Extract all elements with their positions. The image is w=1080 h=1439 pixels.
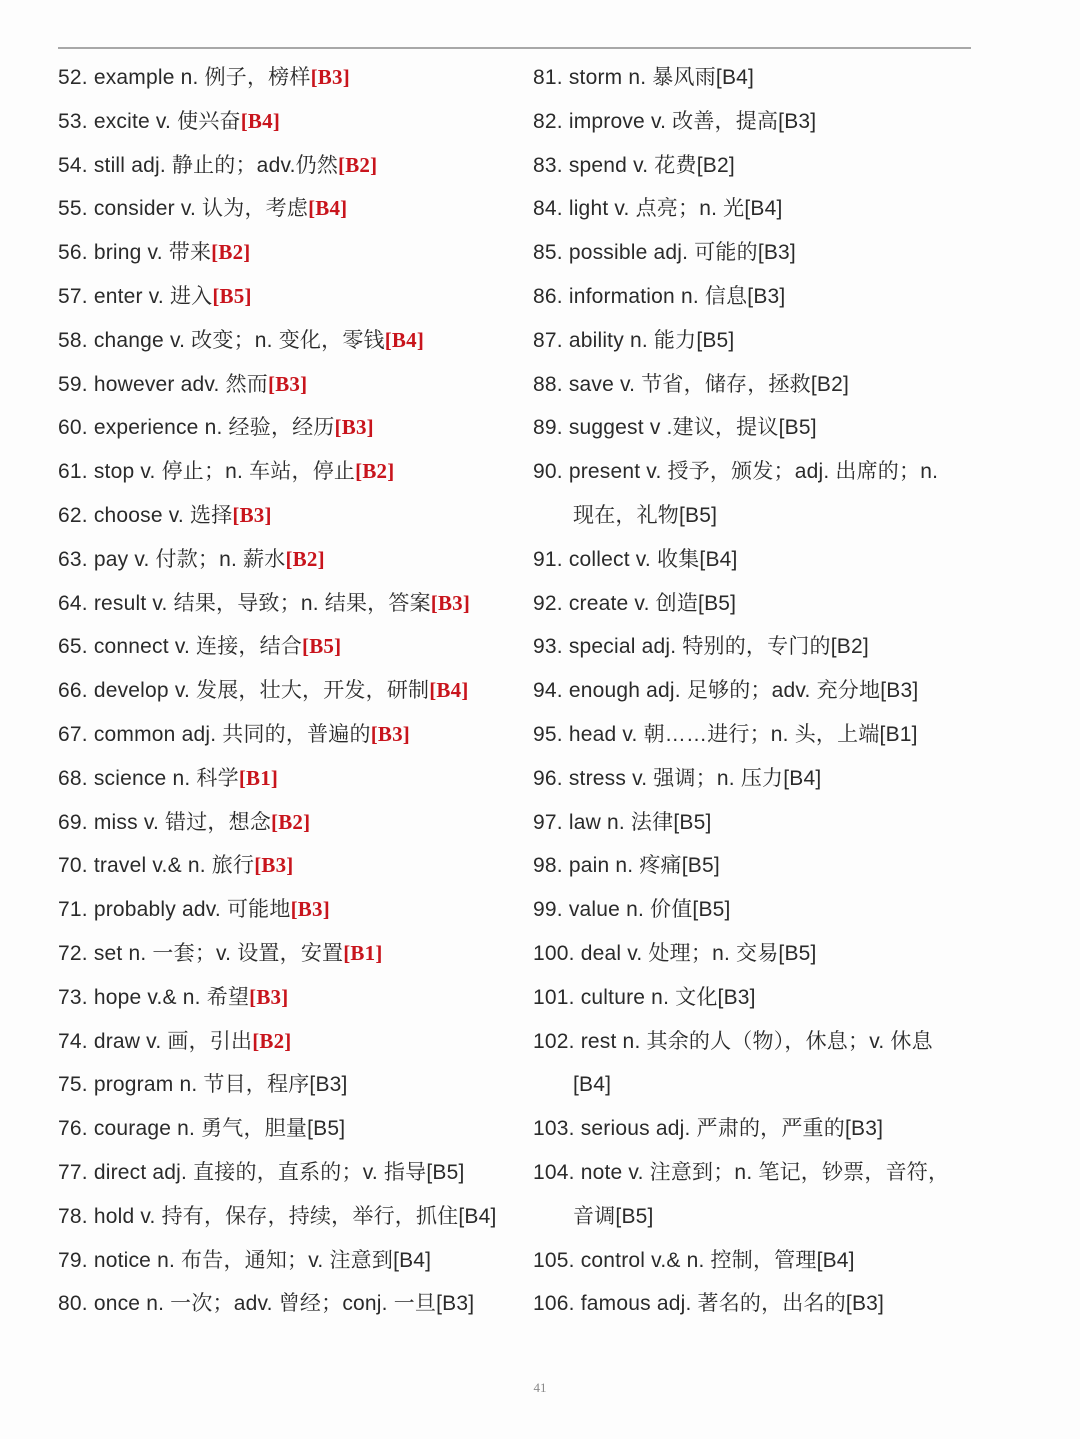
vocab-entry <box>533 932 983 976</box>
entry-text: miss v. 错过，想念 <box>93 810 272 834</box>
level-tag: [B1] <box>343 940 383 965</box>
level-tag: [B3] <box>747 284 786 308</box>
vocab-entry <box>533 1020 983 1064</box>
vocab-entry <box>533 1239 983 1283</box>
level-tag: [B3] <box>334 415 374 440</box>
entry-text: light v. 点亮；n. 光 <box>568 197 745 221</box>
entry-text: travel v.& n. 旅行 <box>93 854 255 878</box>
level-tag: [B3] <box>757 241 796 265</box>
vocab-entry <box>533 363 983 407</box>
level-tag: [B1] <box>238 765 279 790</box>
entry-number: 70. <box>58 854 94 878</box>
entry-number: 60. <box>58 416 94 440</box>
level-tag: [B5] <box>673 810 712 834</box>
vocab-entry <box>58 1239 518 1283</box>
vocab-entry <box>533 494 983 538</box>
entry-number: 67. <box>58 722 94 746</box>
vocab-entry <box>58 844 518 888</box>
entry-text: save v. 节省，储存，拯救 <box>568 372 811 396</box>
level-tag: [B4] <box>816 1248 855 1272</box>
vocab-entry <box>533 669 983 713</box>
entry-number: 82. <box>533 109 569 133</box>
entry-number: 78. <box>58 1204 94 1228</box>
level-tag: [B2] <box>355 459 395 484</box>
level-tag: [B2] <box>252 1028 292 1053</box>
level-tag: [B2] <box>211 240 251 265</box>
vocab-entry <box>58 582 518 626</box>
level-tag: [B5] <box>698 591 737 615</box>
entry-number: 87. <box>533 328 569 352</box>
entry-number: 100. <box>533 941 581 965</box>
level-tag: [B4] <box>458 1204 497 1228</box>
vocab-entry <box>533 1195 983 1239</box>
entry-text: stop v. 停止；n. 车站，停止 <box>93 460 356 484</box>
entry-number: 96. <box>533 766 569 790</box>
entry-text: enter v. 进入 <box>93 284 213 308</box>
entry-number: 94. <box>533 679 569 703</box>
level-tag: [B5] <box>615 1204 654 1228</box>
entry-text: program n. 节目，程序 <box>93 1073 310 1097</box>
vocab-entry <box>58 801 518 845</box>
level-tag: [B5] <box>212 283 252 308</box>
level-tag: [B5] <box>302 634 342 659</box>
entry-number: 69. <box>58 810 94 834</box>
vocab-entry <box>533 1063 983 1107</box>
vocab-entry <box>533 1107 983 1151</box>
entry-text: pain n. 疼痛 <box>568 854 682 878</box>
level-tag: [B3] <box>844 1117 884 1141</box>
level-tag: [B3] <box>249 984 289 1009</box>
entry-text: culture n. 文化 <box>580 985 718 1009</box>
entry-number: 76. <box>58 1117 94 1141</box>
level-tag: [B3] <box>309 1073 348 1097</box>
entry-text: change v. 改变；n. 变化，零钱 <box>93 328 385 352</box>
entry-text: 音调 <box>573 1204 616 1228</box>
entry-text: choose v. 选择 <box>93 503 233 527</box>
left-column <box>58 56 518 1326</box>
entry-number: 53. <box>58 109 94 133</box>
entry-number: 105. <box>533 1248 581 1272</box>
level-tag: [B5] <box>681 854 720 878</box>
entry-number: 55. <box>58 197 94 221</box>
entry-number: 81. <box>533 66 569 89</box>
level-tag: [B3] <box>268 371 308 396</box>
top-rule <box>58 47 971 49</box>
entry-number: 79. <box>58 1248 94 1272</box>
vocab-entry <box>58 231 518 275</box>
level-tag: [B5] <box>778 416 817 440</box>
entry-number: 73. <box>58 985 94 1009</box>
vocab-entry <box>533 757 983 801</box>
level-tag: [B2] <box>810 372 849 396</box>
level-tag: [B3] <box>254 853 294 878</box>
level-tag: [B4] <box>715 66 755 89</box>
vocab-entry <box>533 319 983 363</box>
entry-number: 65. <box>58 635 94 659</box>
entry-text: ability n. 能力 <box>568 328 697 352</box>
level-tag: [B3] <box>370 721 410 746</box>
vocab-entry <box>533 844 983 888</box>
vocab-entry <box>533 538 983 582</box>
entry-number: 98. <box>533 854 569 878</box>
vocab-entry <box>58 363 518 407</box>
entry-number: 97. <box>533 810 569 834</box>
level-tag: [B4] <box>240 108 281 133</box>
entry-number: 83. <box>533 153 569 177</box>
level-tag: [B3] <box>436 1292 475 1316</box>
level-tag: [B2] <box>271 809 311 834</box>
level-tag: [B4] <box>783 766 822 790</box>
vocab-entry <box>58 713 518 757</box>
entry-number: 57. <box>58 284 94 308</box>
entry-number: 68. <box>58 766 94 790</box>
vocab-entry <box>58 976 518 1020</box>
vocab-entry <box>58 1282 518 1326</box>
entry-number: 56. <box>58 241 94 265</box>
vocab-entry <box>533 100 983 144</box>
entry-text: still adj. 静止的；adv.仍然 <box>93 153 339 177</box>
vocab-entry <box>58 319 518 363</box>
entry-text: experience n. 经验，经历 <box>93 416 335 440</box>
entry-text: excite v. 使兴奋 <box>93 109 241 133</box>
level-tag: [B4] <box>699 547 738 571</box>
level-tag: [B3] <box>310 65 350 89</box>
level-tag: [B3] <box>880 679 919 703</box>
entry-text: value n. 价值 <box>568 898 693 922</box>
entry-text: bring v. 带来 <box>93 241 212 265</box>
entry-number: 63. <box>58 547 94 571</box>
entry-text: 现在，礼物 <box>573 503 679 527</box>
entry-text: serious adj. 严肃的，严重的 <box>580 1117 845 1141</box>
level-tag: [B3] <box>845 1292 885 1316</box>
entry-text: rest n. 其余的人（物），休息；v. 休息 <box>580 1029 933 1053</box>
entry-number: 95. <box>533 722 569 746</box>
entry-text: create v. 创造 <box>568 591 699 615</box>
vocab-entry <box>533 231 983 275</box>
entry-text: improve v. 改善，提高 <box>568 109 779 133</box>
level-tag: [B4] <box>384 327 425 352</box>
entry-text: law n. 法律 <box>568 810 674 834</box>
level-tag: [B3] <box>290 897 330 922</box>
entry-text: spend v. 花费 <box>568 153 697 177</box>
level-tag: [B5] <box>307 1117 346 1141</box>
level-tag: [B3] <box>778 109 817 133</box>
entry-text: storm n. 暴风雨 <box>568 66 716 89</box>
entry-number: 93. <box>533 635 569 659</box>
vocab-entry <box>533 713 983 757</box>
vocab-entry <box>58 494 518 538</box>
entry-number: 101. <box>533 985 581 1009</box>
vocab-entry <box>58 144 518 188</box>
vocab-entry <box>533 450 983 494</box>
level-tag: [B2] <box>830 635 869 659</box>
level-tag: [B2] <box>285 546 325 571</box>
vocab-entry <box>533 187 983 231</box>
entry-number: 86. <box>533 284 569 308</box>
entry-number: 103. <box>533 1117 581 1141</box>
level-tag: [B4] <box>429 678 469 703</box>
entry-number: 54. <box>58 153 94 177</box>
entry-text: common adj. 共同的，普遍的 <box>93 722 371 746</box>
entry-number: 106. <box>533 1292 581 1316</box>
entry-text: enough adj. 足够的；adv. 充分地 <box>568 679 881 703</box>
vocab-entry <box>58 1107 518 1151</box>
entry-text: suggest v .建议，提议 <box>568 416 779 440</box>
level-tag: [B4] <box>393 1248 432 1272</box>
entry-text: consider v. 认为，考虑 <box>93 197 309 221</box>
vocab-entry <box>58 538 518 582</box>
vocab-entry <box>58 1020 518 1064</box>
vocab-entry <box>533 275 983 319</box>
vocab-entry <box>58 932 518 976</box>
vocab-entry <box>58 187 518 231</box>
page-number: 41 <box>533 1380 547 1395</box>
vocab-entry <box>58 1195 518 1239</box>
entry-text: result v. 结果，导致；n. 结果，答案 <box>93 591 431 615</box>
level-tag: [B4] <box>308 196 348 221</box>
entry-text: present v. 授予，颁发；adj. 出席的；n. <box>568 460 939 484</box>
level-tag: [B4] <box>744 197 783 221</box>
vocab-entry <box>533 406 983 450</box>
entry-number: 74. <box>58 1029 94 1053</box>
vocab-entry <box>533 888 983 932</box>
level-tag: [B5] <box>778 941 817 965</box>
entry-text: science n. 科学 <box>93 766 239 790</box>
entry-text: courage n. 勇气，胆量 <box>93 1117 308 1141</box>
level-tag: [B2] <box>338 152 378 177</box>
right-column <box>533 56 983 1326</box>
entry-number: 71. <box>58 898 94 922</box>
entry-text: hold v. 持有，保存，持续，举行，抓住 <box>93 1204 459 1228</box>
entry-text: once n. 一次；adv. 曾经；conj. 一旦 <box>93 1292 437 1316</box>
entry-text: hope v.& n. 希望 <box>93 985 250 1009</box>
entry-number: 80. <box>58 1292 94 1316</box>
entry-number: 84. <box>533 197 569 221</box>
level-tag: [B3] <box>430 590 471 615</box>
entry-number: 61. <box>58 460 94 484</box>
level-tag: [B5] <box>679 503 718 527</box>
vocab-entry <box>58 757 518 801</box>
vocab-entry <box>58 56 518 100</box>
entry-number: 59. <box>58 372 94 396</box>
entry-text: probably adv. 可能地 <box>93 898 291 922</box>
entry-number: 90. <box>533 460 569 484</box>
entry-text: note v. 注意到；n. 笔记，钞票，音符， <box>580 1160 950 1184</box>
vocab-entry <box>533 582 983 626</box>
vocab-entry <box>533 976 983 1020</box>
entry-number: 77. <box>58 1160 94 1184</box>
vocab-entry <box>58 888 518 932</box>
level-tag: [B5] <box>692 898 731 922</box>
entry-number: 89. <box>533 416 569 440</box>
vocab-entry <box>533 56 983 100</box>
entry-number: 88. <box>533 372 569 396</box>
vocab-entry <box>58 406 518 450</box>
entry-text: information n. 信息 <box>568 284 748 308</box>
entry-text: control v.& n. 控制，管理 <box>580 1248 817 1272</box>
level-tag: [B5] <box>696 328 735 352</box>
entry-text: pay v. 付款；n. 薪水 <box>93 547 286 571</box>
vocab-entry <box>533 1282 983 1326</box>
entry-text: special adj. 特别的，专门的 <box>568 635 831 659</box>
entry-text: stress v. 强调；n. 压力 <box>568 766 784 790</box>
vocab-entry <box>533 144 983 188</box>
entry-text: example n. 例子，榜样 <box>93 66 311 89</box>
entry-text: develop v. 发展，壮大，开发，研制 <box>93 679 430 703</box>
vocab-entry <box>58 1151 518 1195</box>
entry-number: 75. <box>58 1073 94 1097</box>
entry-text: possible adj. 可能的 <box>568 241 758 265</box>
entry-number: 104. <box>533 1160 581 1184</box>
vocab-entry <box>58 1063 518 1107</box>
level-tag: [B4] <box>573 1073 612 1097</box>
vocab-entry <box>58 669 518 713</box>
vocab-entry <box>58 100 518 144</box>
entry-number: 52. <box>58 66 94 89</box>
entry-number: 99. <box>533 898 569 922</box>
entry-number: 91. <box>533 547 569 571</box>
entry-text: collect v. 收集 <box>568 547 700 571</box>
entry-text: deal v. 处理；n. 交易 <box>580 941 779 965</box>
entry-text: direct adj. 直接的，直系的；v. 指导 <box>93 1160 427 1184</box>
level-tag: [B3] <box>717 985 756 1009</box>
entry-text: draw v. 画，引出 <box>93 1029 253 1053</box>
entry-text: set n. 一套；v. 设置，安置 <box>93 941 344 965</box>
entry-number: 62. <box>58 503 94 527</box>
entry-number: 102. <box>533 1029 581 1053</box>
entry-number: 64. <box>58 591 94 615</box>
entry-number: 85. <box>533 241 569 265</box>
vocab-entry <box>58 275 518 319</box>
vocab-entry <box>533 801 983 845</box>
level-tag: [B1] <box>879 722 918 746</box>
entry-number: 66. <box>58 679 94 703</box>
entry-text: however adv. 然而 <box>93 372 269 396</box>
vocab-entry <box>533 1151 983 1195</box>
level-tag: [B3] <box>232 502 272 527</box>
entry-number: 58. <box>58 328 94 352</box>
entry-text: connect v. 连接，结合 <box>93 635 303 659</box>
entry-text: famous adj. 著名的，出名的 <box>580 1292 846 1316</box>
level-tag: [B2] <box>696 153 735 177</box>
entry-number: 92. <box>533 591 569 615</box>
vocab-entry <box>58 450 518 494</box>
vocab-entry <box>58 625 518 669</box>
vocab-entry <box>533 625 983 669</box>
level-tag: [B5] <box>426 1160 465 1184</box>
entry-text: head v. 朝……进行；n. 头，上端 <box>568 722 880 746</box>
entry-text: notice n. 布告，通知；v. 注意到 <box>93 1248 394 1272</box>
entry-number: 72. <box>58 941 94 965</box>
